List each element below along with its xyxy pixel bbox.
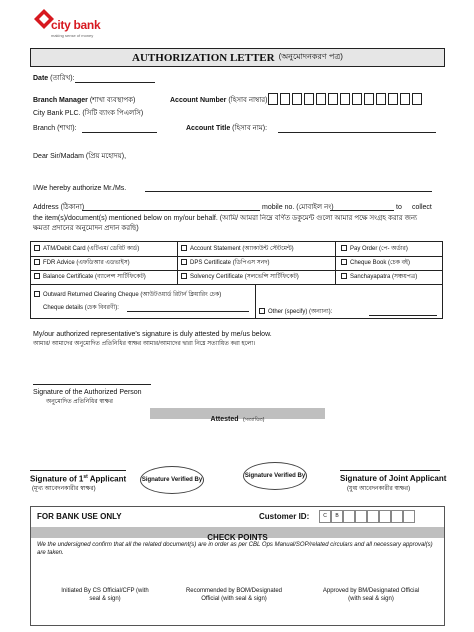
item-sanchayapatra[interactable]: Sanchayapatra (সঞ্চয়পত্র) <box>341 273 417 281</box>
mobile-label: mobile no. (মোবাইল নং) <box>262 204 334 211</box>
account-number-label: Account Number (হিসাব নাম্বার): <box>170 97 270 104</box>
to-text: to <box>396 204 402 211</box>
item-pay-order[interactable]: Pay Order (পে- অর্ডার) <box>341 245 408 253</box>
item-cheque-book[interactable]: Cheque Book (চেক বই) <box>341 259 410 267</box>
authorized-signature-label: Signature of the Authorized Person <box>33 389 142 396</box>
logo-tagline: making sense of money <box>51 33 94 38</box>
city-bank-logo <box>33 8 113 40</box>
first-applicant-signature-line[interactable] <box>30 470 126 471</box>
cheque-details-label: Cheque details (চেক বিবরণী): <box>43 305 119 311</box>
customer-id-boxes[interactable]: C B <box>319 510 419 523</box>
account-title-field[interactable] <box>278 132 436 133</box>
salutation: Dear Sir/Madam (প্রিয় মহোদয়), <box>33 153 127 160</box>
item-other[interactable]: Other (specify) (অন্যান্য): <box>259 308 332 316</box>
customer-id-label: Customer ID: <box>259 512 310 521</box>
attest-statement: My/our authorized representative's signature is duly attested by me/us below. <box>33 331 272 338</box>
page-title-bn: (অনুমোদনকরণ পত্র) <box>278 52 343 61</box>
address-field[interactable] <box>82 210 260 211</box>
first-applicant-label: Signature of 1st Applicant <box>30 474 127 484</box>
first-applicant-label-bn: (মূখ্য আবেদনকারীর স্বাক্ষর) <box>32 486 96 492</box>
authorized-signature-line[interactable] <box>33 384 151 385</box>
date-field[interactable] <box>75 82 155 83</box>
branch-manager-label: Branch Manager (শাখা ব্যবস্থাপক) <box>33 97 136 104</box>
authorize-text: I/We hereby authorize Mr./Ms. <box>33 185 127 192</box>
items-grid <box>30 241 443 319</box>
branch-label: Branch (শাখা): <box>33 125 77 132</box>
items-intro-bn: ক্ষমতা প্রদানের অনুমোদন প্রদান করছি) <box>33 225 139 232</box>
mobile-field[interactable] <box>330 210 394 211</box>
item-balance-certificate[interactable]: Balance Certificate (ব্যালেন্স সার্টিফিকেট) <box>34 273 146 281</box>
attested-bar: Attested (সত্যায়িত) <box>150 408 325 419</box>
items-intro: the item(s)/document(s) mentioned below on my/our behalf. (আমি/ আমরা নিম্নে বর্ণিত ডকুমেন্ট গুলো আমার পক্ষে সংগ্রহ করার জন্য <box>33 215 418 222</box>
attest-statement-bn: আমার/ আমাদের অনুমোদিত প্রতিনিধির স্বাক্ষর আমার/আমাদের দ্বারা নিম্নে সত্যায়িত করা হলো। <box>33 341 256 347</box>
item-atm-card[interactable]: ATM/Debit Card (এটিএম/ ডেবিট কার্ড) <box>34 245 139 253</box>
date-label: Date (তারিখ): <box>33 75 75 82</box>
city-bank-label: City Bank PLC. (সিটি ব্যাংক পিএলসি) <box>33 110 144 117</box>
joint-applicant-signature-line[interactable] <box>340 470 440 471</box>
logo-text: city bank <box>51 18 101 32</box>
item-dps-certificate[interactable]: DPS Certificate (ডিপিএস সনদ) <box>181 259 270 267</box>
authorized-signature-label-bn: অনুমোদিত প্রতিনিধির স্বাক্ষর <box>46 399 113 405</box>
item-account-statement[interactable]: Account Statement (অ্যাকাউন্ট স্টেটমেন্ট) <box>181 245 294 253</box>
signoff-row <box>31 569 444 625</box>
account-title-label: Account Title (হিসাব নাম): <box>186 125 268 132</box>
item-fdr-advice[interactable]: FDR Advice (এফডিআর এডভাইস) <box>34 259 130 267</box>
page-title: AUTHORIZATION LETTER <box>132 51 275 64</box>
signature-verified-stamp-1: Signature Verified By <box>140 466 204 494</box>
approved-by-label: Approved by BM/Designated Official (with seal & sign) <box>322 588 420 602</box>
confirmation-text: We the undersigned confirm that all the related document(s) are in order as per CBL Ops Manual/SOP/related circulars and all necessary approval(s) are taken. <box>37 542 433 556</box>
title-bar <box>30 48 445 67</box>
initiated-by-label: Initiated By CS Official/CFP (with seal & sign) <box>61 588 149 602</box>
recommended-by-label: Recommended by BOM/Designated Official (with seal & sign) <box>185 588 283 602</box>
bank-use-section <box>30 506 445 626</box>
branch-field[interactable] <box>82 132 157 133</box>
address-label: Address (ঠিকানা) <box>33 204 85 211</box>
bank-use-title: FOR BANK USE ONLY <box>37 512 122 521</box>
other-field[interactable] <box>369 315 437 316</box>
item-solvency-certificate[interactable]: Solvency Certificate (সলভেন্সি সার্টিফিকেট) <box>181 273 299 281</box>
item-outward-cheque[interactable]: Outward Returned Clearing Cheque (আউটওয়ার্ড রিটার্ন ক্লিয়ারিং চেক) <box>34 291 221 299</box>
cheque-details-field[interactable] <box>127 311 249 312</box>
signature-verified-stamp-2: Signature Verified By <box>243 462 307 490</box>
authorized-name-field[interactable] <box>145 191 432 192</box>
joint-applicant-label-bn: (যুগ্ম আবেদনকারীর স্বাক্ষর) <box>347 486 411 492</box>
joint-applicant-label: Signature of Joint Applicant <box>340 474 447 483</box>
account-number-boxes[interactable] <box>268 93 424 105</box>
check-points-bar: CHECK POINTS <box>31 527 444 538</box>
collect-text: collect <box>412 204 432 211</box>
